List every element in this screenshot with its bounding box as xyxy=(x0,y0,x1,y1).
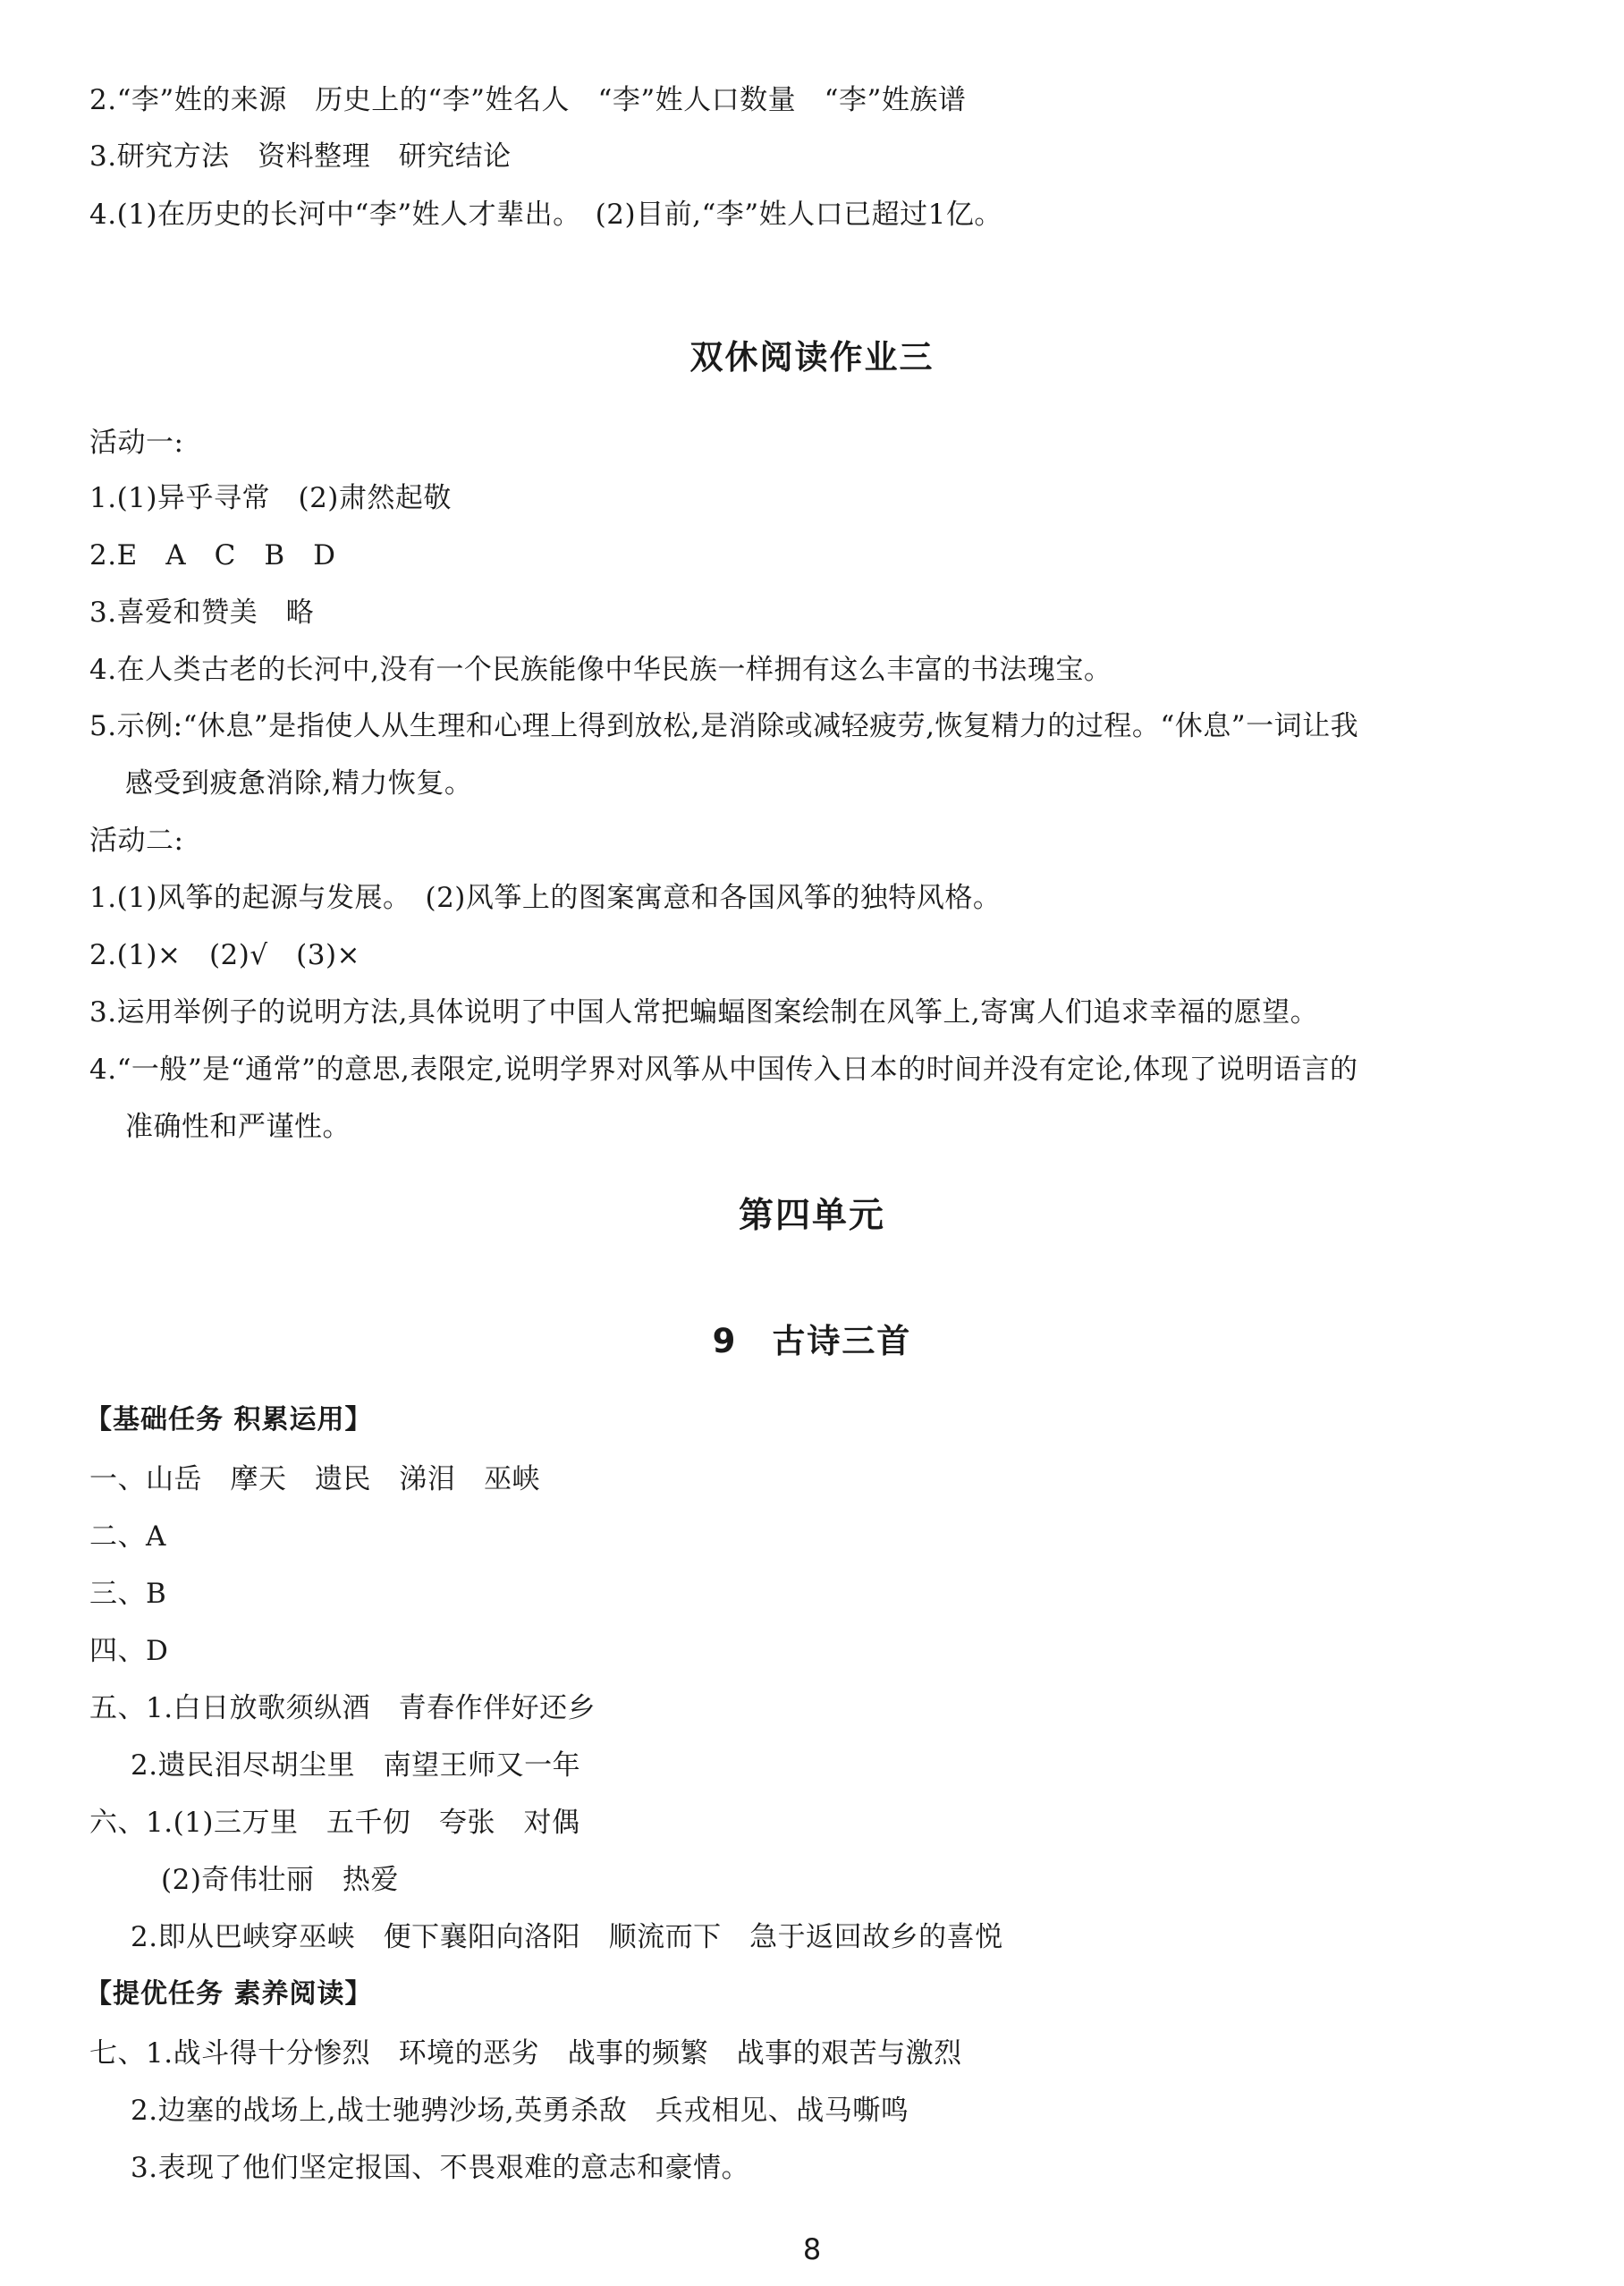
answer-line: (2)奇伟壮丽 热爱 xyxy=(161,1864,399,1896)
answer-line: 4.(1)在历史的长河中“李”姓人才辈出。 (2)目前,“李”姓人口已超过1亿。 xyxy=(89,199,1002,231)
task-label: 【提优任务 素养阅读】 xyxy=(85,1978,373,2010)
unit-title: 第四单元 xyxy=(738,1196,885,1236)
answer-line: 3.喜爱和赞美 略 xyxy=(89,597,315,629)
answer-line: 3.表现了他们坚定报国、不畏艰难的意志和豪情。 xyxy=(131,2152,750,2184)
answer-line: 四、D xyxy=(89,1635,169,1667)
lesson-title: 9 古诗三首 xyxy=(712,1322,912,1360)
answer-line: 二、A xyxy=(89,1520,166,1553)
answer-line: 2.遗民泪尽胡尘里 南望王师又一年 xyxy=(131,1749,581,1782)
answer-line: 五、1.白日放歌须纵酒 青春作伴好还乡 xyxy=(89,1692,596,1724)
answer-line: 2.边塞的战场上,战士驰骋沙场,英勇杀敌 兵戎相见、战马嘶鸣 xyxy=(131,2095,909,2127)
answer-line: 4.“一般”是“通常”的意思,表限定,说明学界对风筝从中国传入日本的时间并没有定论,体现了说明语言的 xyxy=(89,1054,1358,1086)
answer-line: 2.(1)× (2)√ (3)× xyxy=(89,939,361,971)
task-label: 【基础任务 积累运用】 xyxy=(85,1404,373,1435)
answer-line: 三、B xyxy=(89,1578,167,1610)
activity-label: 活动一: xyxy=(89,427,184,459)
answer-line-continuation: 准确性和严谨性。 xyxy=(125,1111,351,1143)
answer-line: 2.E A C B D xyxy=(89,539,336,572)
answer-line: 2.“李”姓的来源 历史上的“李”姓名人 “李”姓人口数量 “李”姓族谱 xyxy=(89,84,967,116)
answer-line-continuation: 感受到疲惫消除,精力恢复。 xyxy=(125,767,473,800)
section-title: 双休阅读作业三 xyxy=(689,338,935,377)
answer-line: 1.(1)风筝的起源与发展。 (2)风筝上的图案寓意和各国风筝的独特风格。 xyxy=(89,882,1002,914)
answer-line: 六、1.(1)三万里 五千仞 夸张 对偶 xyxy=(89,1807,580,1839)
answer-line: 2.即从巴峡穿巫峡 便下襄阳向洛阳 顺流而下 急于返回故乡的喜悦 xyxy=(131,1921,1003,1953)
answer-line: 4.在人类古老的长河中,没有一个民族能像中华民族一样拥有这么丰富的书法瑰宝。 xyxy=(89,654,1112,686)
answer-line: 3.运用举例子的说明方法,具体说明了中国人常把蝙蝠图案绘制在风筝上,寄寓人们追求幸福的愿望。 xyxy=(89,996,1319,1029)
answer-line: 5.示例:“休息”是指使人从生理和心理上得到放松,是消除或减轻疲劳,恢复精力的过程。“休息”一词让我 xyxy=(89,710,1359,742)
page-number: 8 xyxy=(802,2232,822,2266)
answer-line: 1.(1)异乎寻常 (2)肃然起敬 xyxy=(89,482,452,514)
activity-label: 活动二: xyxy=(89,825,184,857)
answer-line: 七、1.战斗得十分惨烈 环境的恶劣 战事的频繁 战事的艰苦与激烈 xyxy=(89,2037,962,2070)
answer-line: 一、山岳 摩天 遗民 涕泪 巫峡 xyxy=(89,1463,540,1495)
answer-line: 3.研究方法 资料整理 研究结论 xyxy=(89,140,512,173)
